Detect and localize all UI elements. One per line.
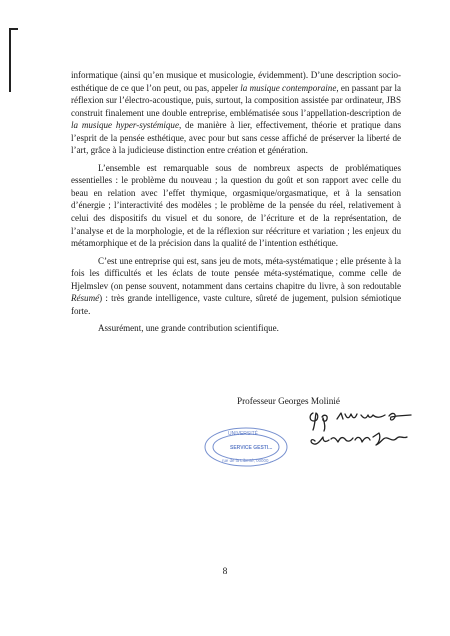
paragraph-1-segment-5: , de manière à lier, effectivement, théorie et pratique dans l’esprit de la pensée esthétique, avec pour but sans cesse affiché de préserver la liberté de l’art, grâce à la judicieuse distinction entre création et génération.: [71, 120, 401, 156]
page-number: 8: [222, 567, 228, 577]
paragraph-1-segment-4: la musique hyper-systémique: [71, 120, 179, 131]
crop-corner-mark: [9, 28, 19, 92]
paragraph-3-segment-1: C’est une entreprise qui est, sans jeu de mots, méta-systématique ; elle présente à la fois les difficultés et les éclats de toute pensée méta-systématique, comme celle de Hjelmslev (on pense souvent, notamment dans certains chapitre du livre, à son redoutable: [71, 255, 401, 291]
crop-mark-vertical: [9, 28, 11, 92]
paragraph-4: [71, 322, 401, 335]
paragraph-1-segment-1: informatique (ainsi qu’en musique et musicologie, évidemment). D’une description socio-esthétique de ce que l’on peut, ou pas, appeler: [71, 70, 401, 93]
stamp-line-3: rue de la Liberté, 00000 ...: [222, 458, 274, 463]
handwritten-signature: [307, 407, 427, 451]
document-body: [71, 69, 401, 340]
official-stamp: [202, 425, 298, 469]
paragraph-3: [71, 255, 401, 318]
paragraph-3-segment-3: ) : très grande intelligence, vaste culture, sûreté de jugement, pulsion sémiotique forte.: [71, 293, 401, 316]
crop-mark-horizontal: [9, 28, 18, 30]
stamp-line-2: SERVICE GESTI...: [230, 445, 273, 451]
paragraph-1: [71, 69, 401, 157]
paragraph-1-segment-2: la musique contemporaine: [240, 82, 337, 93]
paragraph-4-segment-1: Assurément, une grande contribution scientifique.: [98, 323, 279, 334]
paragraph-2: [71, 162, 401, 250]
paragraph-1-segment-3: , en passant par la réflexion sur l’électro-acoustique, puis, surtout, la composition assistée par ordinateur, JBS construit finalement une double entreprise, emblématisée sous l’appellation-description de: [71, 82, 402, 118]
stamp-line-1: UNIVERSITÉ: [228, 431, 259, 437]
paragraph-3-segment-2: Résumé: [71, 293, 100, 304]
paragraph-2-segment-1: L’ensemble est remarquable sous de nombreux aspects de problématiques essentielles : le problème du nouveau ; la question du goût et son rapport avec celle du beau en relation avec l’effet thymique, orgasmique/orgasmatique, et à la sensation d’énergie ; l’interactivité des modèles ; le problème de la pensée du réel, relativement à celui des dispositifs du visuel et du sonore, de l’écriture et de la représentation, de l’analyse et de la morphologie, et de la réflexion sur réécriture et variation ; les enjeux du métamorphique et de la précision dans la qualité de l’intention esthétique.: [71, 162, 401, 249]
signature-name: Professeur Georges Molinié: [237, 396, 340, 406]
